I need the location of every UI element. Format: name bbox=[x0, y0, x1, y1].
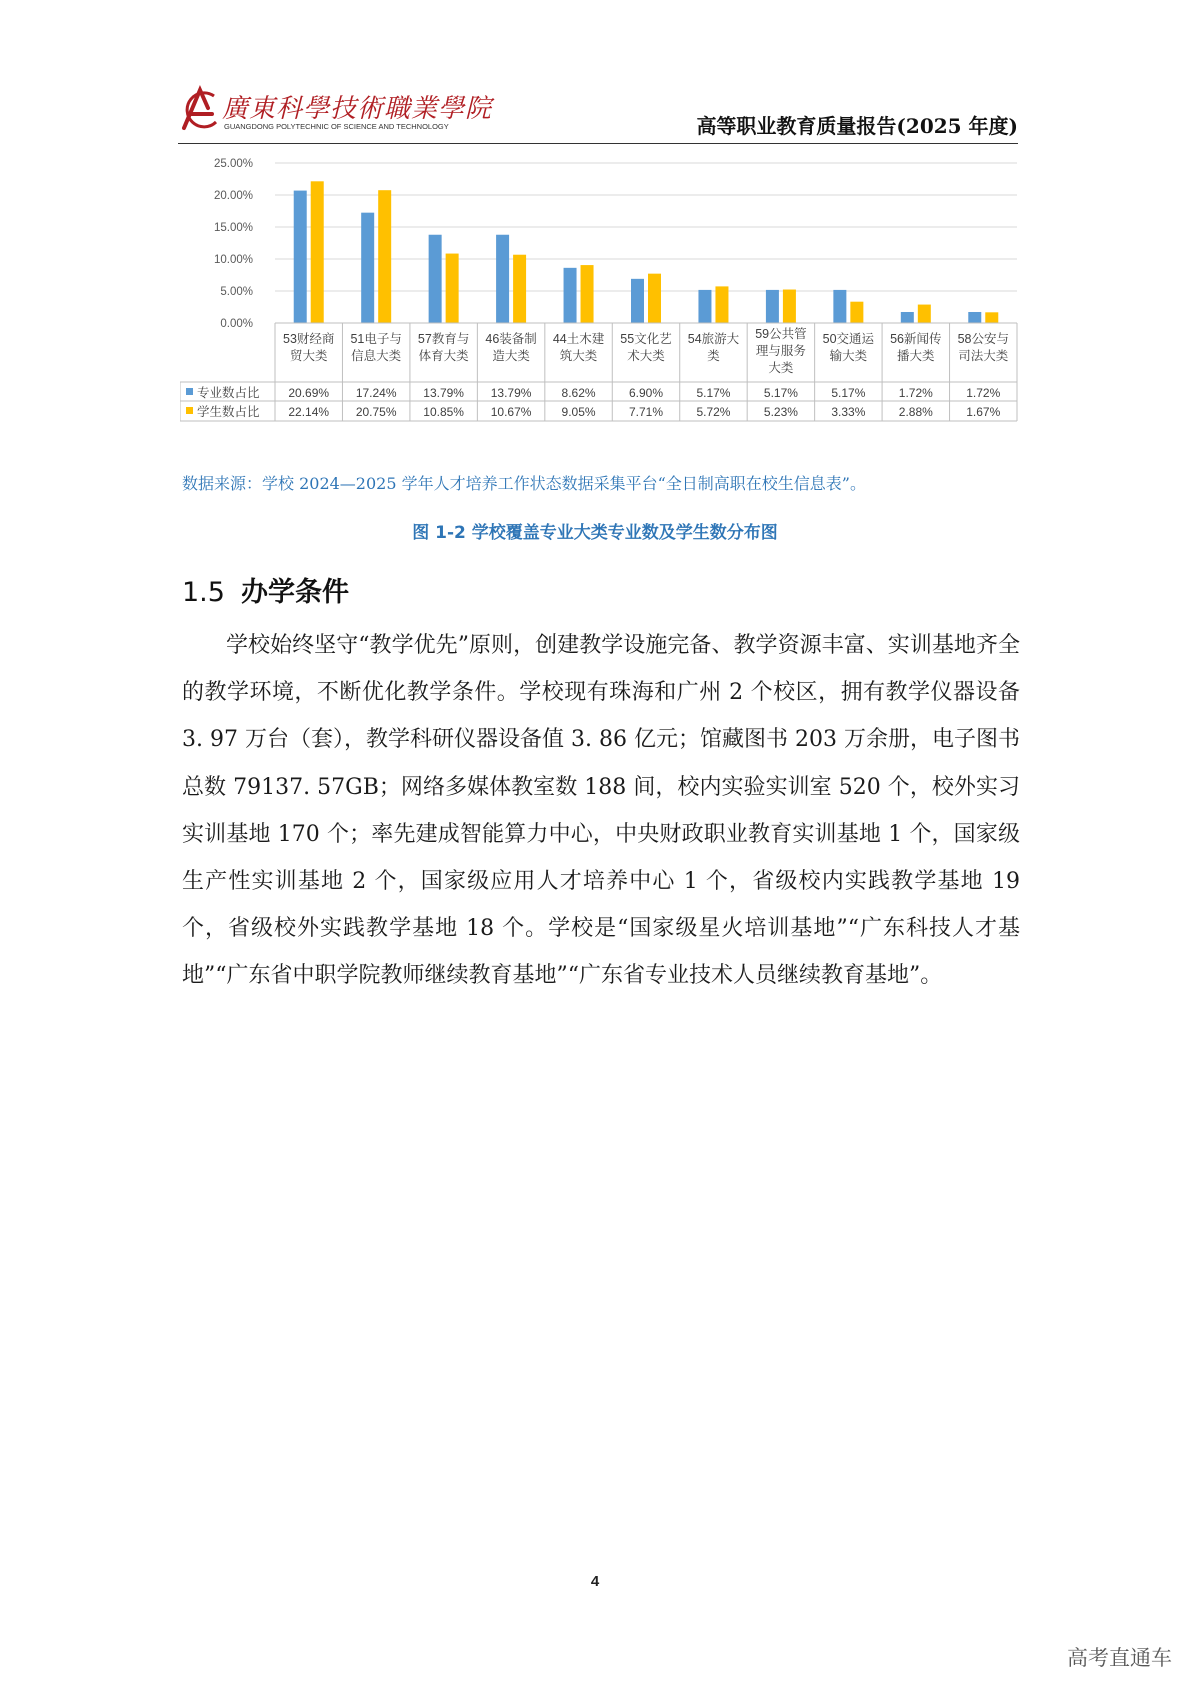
logo-chinese-name: 廣東科學技術職業學院 bbox=[222, 94, 493, 124]
category-label: 贸大类 bbox=[289, 349, 328, 363]
bar-1 bbox=[901, 312, 914, 323]
y-tick-label: 20.00% bbox=[213, 190, 253, 202]
data-value-label: 9.05% bbox=[561, 405, 596, 419]
category-label: 理与服务 bbox=[755, 344, 806, 358]
header-rule bbox=[178, 143, 1018, 144]
legend-label: 专业数占比 bbox=[197, 386, 260, 400]
data-value-label: 10.67% bbox=[490, 405, 532, 419]
data-value-label: 5.72% bbox=[696, 405, 731, 419]
bar-2 bbox=[850, 302, 863, 323]
body-paragraph: 学校始终坚守“教学优先”原则，创建教学设施完备、教学资源丰富、实训基地齐全的教学环境，不断优化教学条件。学校现有珠海和广州 2 个校区，拥有教学仪器设备 3. 97 万台（套），教学科研仪器设备值 3. 86 亿元；馆藏图书 203 万余册，电子图书总数 79137. 57GB；网络多媒体教室数 188 间，校内实验实训室 520 个，校外实习实训基地 170 个；率先建成智能算力中心，中央财政职业教育实训基地 1 个，国家级生产性实训基地 2 个，国家级应用人才培养中心 1 个，省级校内实践教学基地 19 个，省级校外实践教学基地 18 个。学校是“国家级星火培训基地”“广东科技人才基地”“广东省中职学院教师继续教育基地”“广东省专业技术人员继续教育基地”。 bbox=[182, 633, 1020, 989]
y-tick-label: 10.00% bbox=[213, 254, 253, 266]
category-label: 59公共管 bbox=[755, 327, 807, 341]
category-label: 司法大类 bbox=[958, 349, 1009, 363]
legend-swatch-1 bbox=[186, 388, 193, 395]
category-label: 筑大类 bbox=[559, 349, 598, 363]
data-value-label: 20.69% bbox=[288, 386, 330, 400]
bar-2 bbox=[311, 181, 324, 323]
category-label: 58公安与 bbox=[957, 332, 1009, 346]
category-label: 输大类 bbox=[829, 349, 868, 363]
bar-2 bbox=[513, 255, 526, 323]
page-number: 4 bbox=[590, 1573, 600, 1590]
category-label: 51电子与 bbox=[350, 332, 402, 346]
category-label: 44土木建 bbox=[552, 332, 605, 346]
category-label: 类 bbox=[707, 349, 720, 363]
category-label: 50交通运 bbox=[822, 332, 875, 346]
category-label: 播大类 bbox=[897, 349, 935, 363]
data-value-label: 20.75% bbox=[355, 405, 397, 419]
data-value-label: 5.23% bbox=[763, 405, 798, 419]
data-value-label: 6.90% bbox=[628, 386, 664, 400]
bar-1 bbox=[968, 312, 981, 323]
legend-label: 学生数占比 bbox=[197, 405, 260, 419]
chart-container bbox=[180, 150, 1020, 455]
bar-1 bbox=[833, 290, 846, 323]
category-label: 55文化艺 bbox=[620, 332, 672, 346]
y-tick-label: 15.00% bbox=[213, 222, 253, 234]
data-source-note: 数据来源：学校 2024—2025 学年人才培养工作状态数据采集平台“全日制高职在校生信息表”。 bbox=[182, 474, 866, 493]
data-value-label: 13.79% bbox=[423, 386, 464, 400]
bar-2 bbox=[648, 274, 661, 323]
y-tick-label: 25.00% bbox=[213, 158, 253, 170]
school-logo bbox=[178, 84, 493, 136]
data-value-label: 1.72% bbox=[898, 386, 933, 400]
bar-chart bbox=[180, 150, 1020, 455]
bar-2 bbox=[985, 312, 998, 323]
data-value-label: 8.62% bbox=[561, 386, 596, 400]
data-value-label: 5.17% bbox=[831, 386, 866, 400]
data-value-label: 13.79% bbox=[490, 386, 532, 400]
data-value-label: 1.67% bbox=[966, 405, 1001, 419]
data-value-label: 17.24% bbox=[355, 386, 397, 400]
bar-2 bbox=[378, 190, 391, 323]
page-header bbox=[178, 78, 1018, 144]
section-title: 办学条件 bbox=[240, 577, 349, 608]
bar-2 bbox=[581, 265, 594, 323]
y-tick-label: 0.00% bbox=[220, 318, 253, 330]
data-value-label: 7.71% bbox=[628, 405, 664, 419]
bar-1 bbox=[496, 235, 509, 323]
logo-emblem-icon bbox=[178, 84, 222, 134]
y-tick-label: 5.00% bbox=[220, 286, 253, 298]
category-label: 54旅游大 bbox=[687, 332, 740, 346]
data-value-label: 10.85% bbox=[423, 405, 464, 419]
category-label: 56新闻传 bbox=[890, 332, 942, 346]
bar-2 bbox=[918, 305, 931, 323]
watermark: 高考直通车 bbox=[1067, 1646, 1172, 1670]
category-label: 体育大类 bbox=[418, 349, 469, 363]
logo-english-name: GUANGDONG POLYTECHNIC OF SCIENCE AND TECHNOLOGY bbox=[224, 122, 449, 131]
category-label: 造大类 bbox=[492, 349, 530, 363]
bar-1 bbox=[294, 191, 307, 323]
data-value-label: 3.33% bbox=[831, 405, 866, 419]
data-value-label: 5.17% bbox=[763, 386, 798, 400]
section-number: 1.5 bbox=[182, 577, 225, 608]
category-label: 大类 bbox=[768, 361, 794, 375]
section-heading bbox=[182, 570, 349, 609]
data-value-label: 22.14% bbox=[288, 405, 330, 419]
category-label: 53财经商 bbox=[283, 332, 335, 346]
bar-2 bbox=[446, 254, 459, 323]
data-value-label: 5.17% bbox=[696, 386, 731, 400]
bar-1 bbox=[429, 235, 442, 323]
bar-1 bbox=[564, 268, 577, 323]
bar-2 bbox=[783, 290, 796, 323]
data-value-label: 2.88% bbox=[898, 405, 933, 419]
bar-1 bbox=[698, 290, 711, 323]
category-label: 46装备制 bbox=[485, 332, 537, 346]
bar-1 bbox=[361, 213, 374, 323]
bar-1 bbox=[631, 279, 644, 323]
data-value-label: 1.72% bbox=[966, 386, 1001, 400]
bar-1 bbox=[766, 290, 779, 323]
category-label: 信息大类 bbox=[351, 349, 402, 363]
category-label: 57教育与 bbox=[417, 332, 470, 346]
category-label: 术大类 bbox=[627, 349, 665, 363]
legend-swatch-2 bbox=[186, 407, 193, 414]
bar-2 bbox=[715, 286, 728, 323]
figure-caption: 图 1-2 学校覆盖专业大类专业数及学生数分布图 bbox=[412, 523, 778, 543]
report-title: 高等职业教育质量报告(2025 年度) bbox=[696, 114, 1018, 138]
